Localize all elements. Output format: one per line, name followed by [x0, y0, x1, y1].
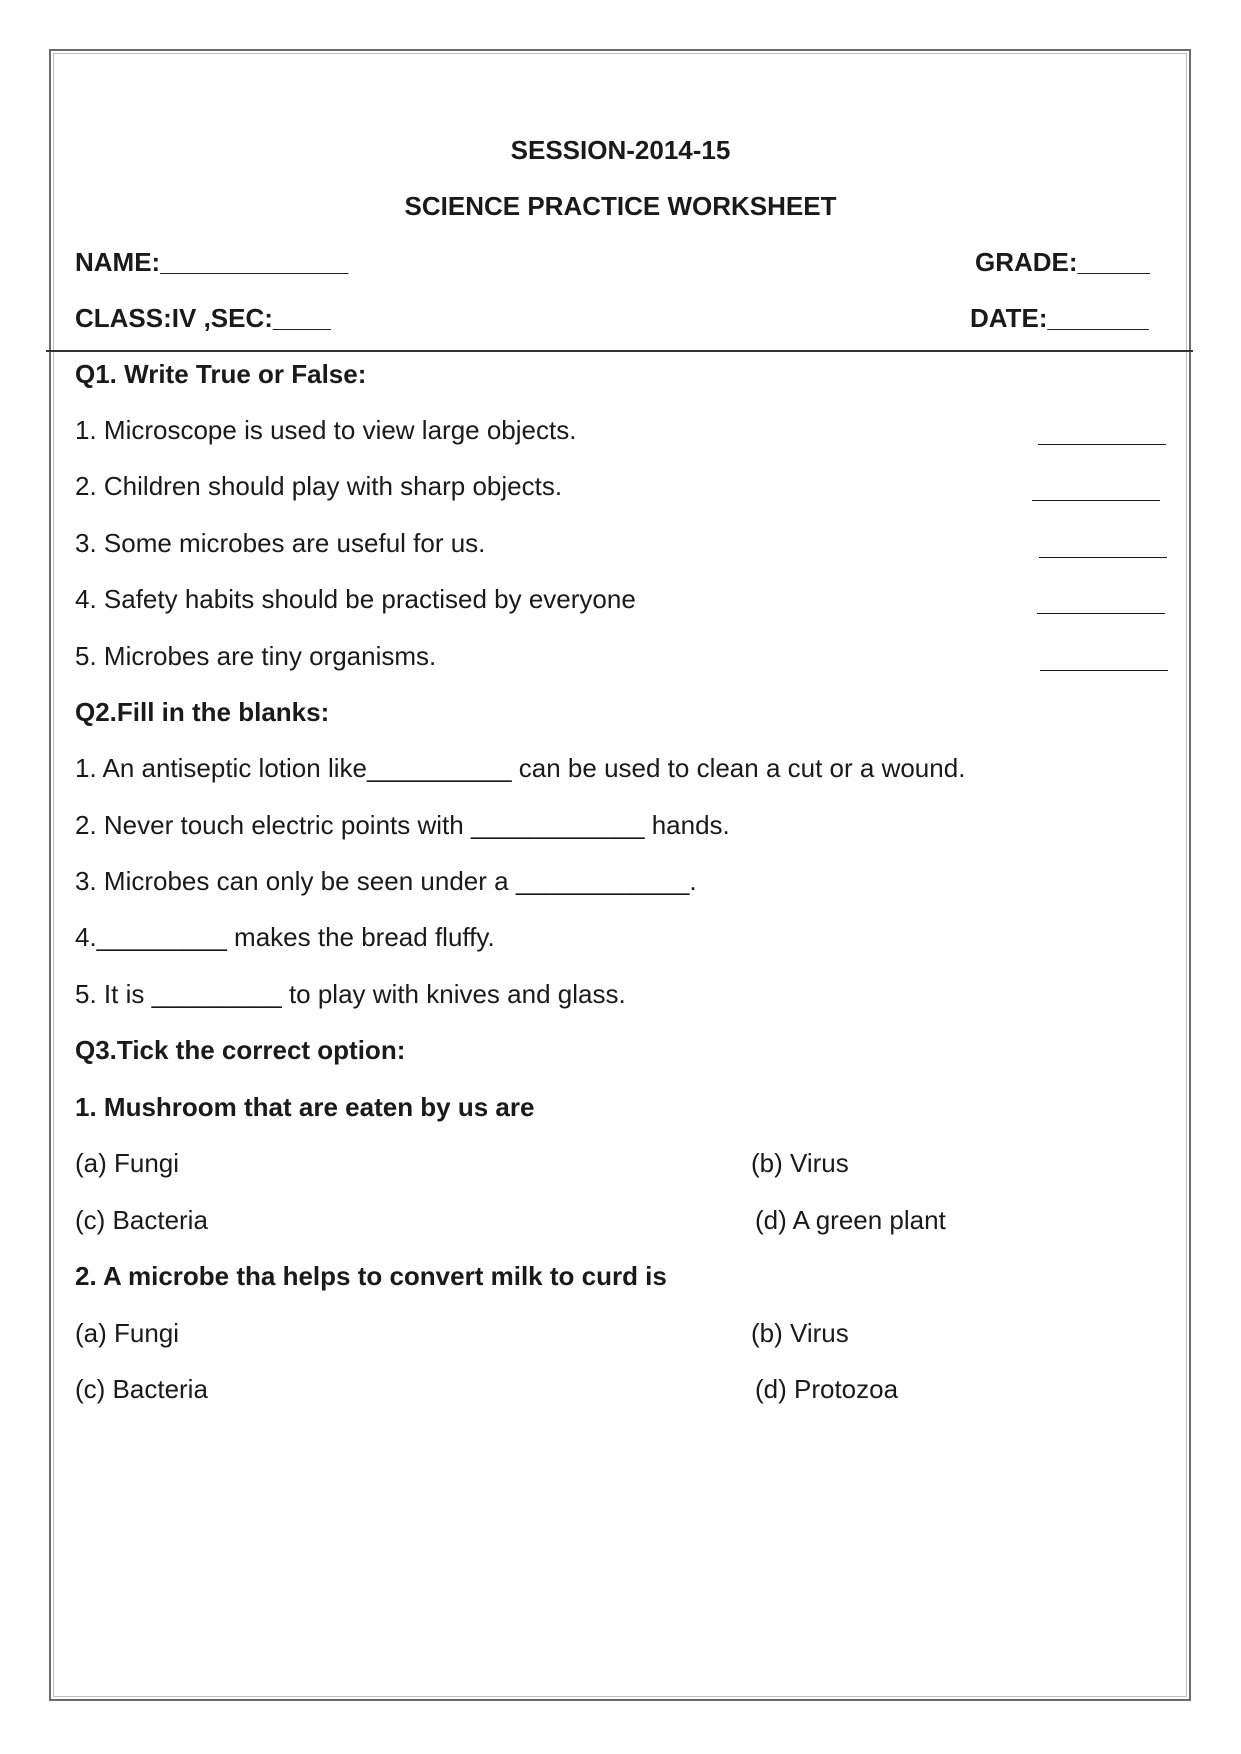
q3-heading: Q3.Tick the correct option: — [75, 1035, 406, 1065]
q3-q2-option-c: (c) Bacteria — [75, 1374, 208, 1404]
q1-answer-blank-3 — [1039, 557, 1167, 558]
q1-item-2: 2. Children should play with sharp objects. — [75, 471, 563, 501]
date-field-label: DATE:_______ — [970, 303, 1149, 333]
q2-item-3: 3. Microbes can only be seen under a ____________. — [75, 866, 697, 896]
q3-q1-option-b: (b) Virus — [751, 1148, 849, 1178]
q3-q1-option-c: (c) Bacteria — [75, 1205, 208, 1235]
class-section-label: CLASS:IV ,SEC:____ — [75, 303, 331, 333]
header-divider — [46, 350, 1193, 352]
q3-q1-option-d: (d) A green plant — [755, 1205, 946, 1235]
q3-q2-option-d: (d) Protozoa — [755, 1374, 899, 1404]
q1-item-4: 4. Safety habits should be practised by everyone — [75, 584, 636, 614]
q3-q2-option-b: (b) Virus — [751, 1318, 849, 1348]
q1-heading: Q1. Write True or False: — [75, 359, 367, 389]
q1-item-5: 5. Microbes are tiny organisms. — [75, 641, 437, 671]
q3-q1-option-a: (a) Fungi — [75, 1148, 180, 1178]
session-heading: SESSION-2014-15 — [510, 135, 731, 165]
q2-heading: Q2.Fill in the blanks: — [75, 697, 330, 727]
q1-answer-blank-4 — [1037, 613, 1165, 614]
q3-q2-option-a: (a) Fungi — [75, 1318, 180, 1348]
q2-item-4: 4._________ makes the bread fluffy. — [75, 922, 495, 952]
q2-item-1: 1. An antiseptic lotion like__________ can be used to clean a cut or a wound. — [75, 753, 966, 783]
q1-item-1: 1. Microscope is used to view large objects. — [75, 415, 577, 445]
grade-field-label: GRADE:_____ — [975, 247, 1150, 277]
q3-question-1: 1. Mushroom that are eaten by us are — [75, 1092, 535, 1122]
name-field-label: NAME:_____________ — [75, 247, 349, 277]
q3-question-2: 2. A microbe tha helps to convert milk to curd is — [75, 1261, 667, 1291]
q1-answer-blank-1 — [1038, 444, 1166, 445]
q1-answer-blank-2 — [1032, 500, 1160, 501]
q2-item-2: 2. Never touch electric points with ____________ hands. — [75, 810, 730, 840]
worksheet-title: SCIENCE PRACTICE WORKSHEET — [404, 191, 837, 221]
q1-answer-blank-5 — [1040, 670, 1168, 671]
q1-item-3: 3. Some microbes are useful for us. — [75, 528, 486, 558]
q2-item-5: 5. It is _________ to play with knives and glass. — [75, 979, 626, 1009]
